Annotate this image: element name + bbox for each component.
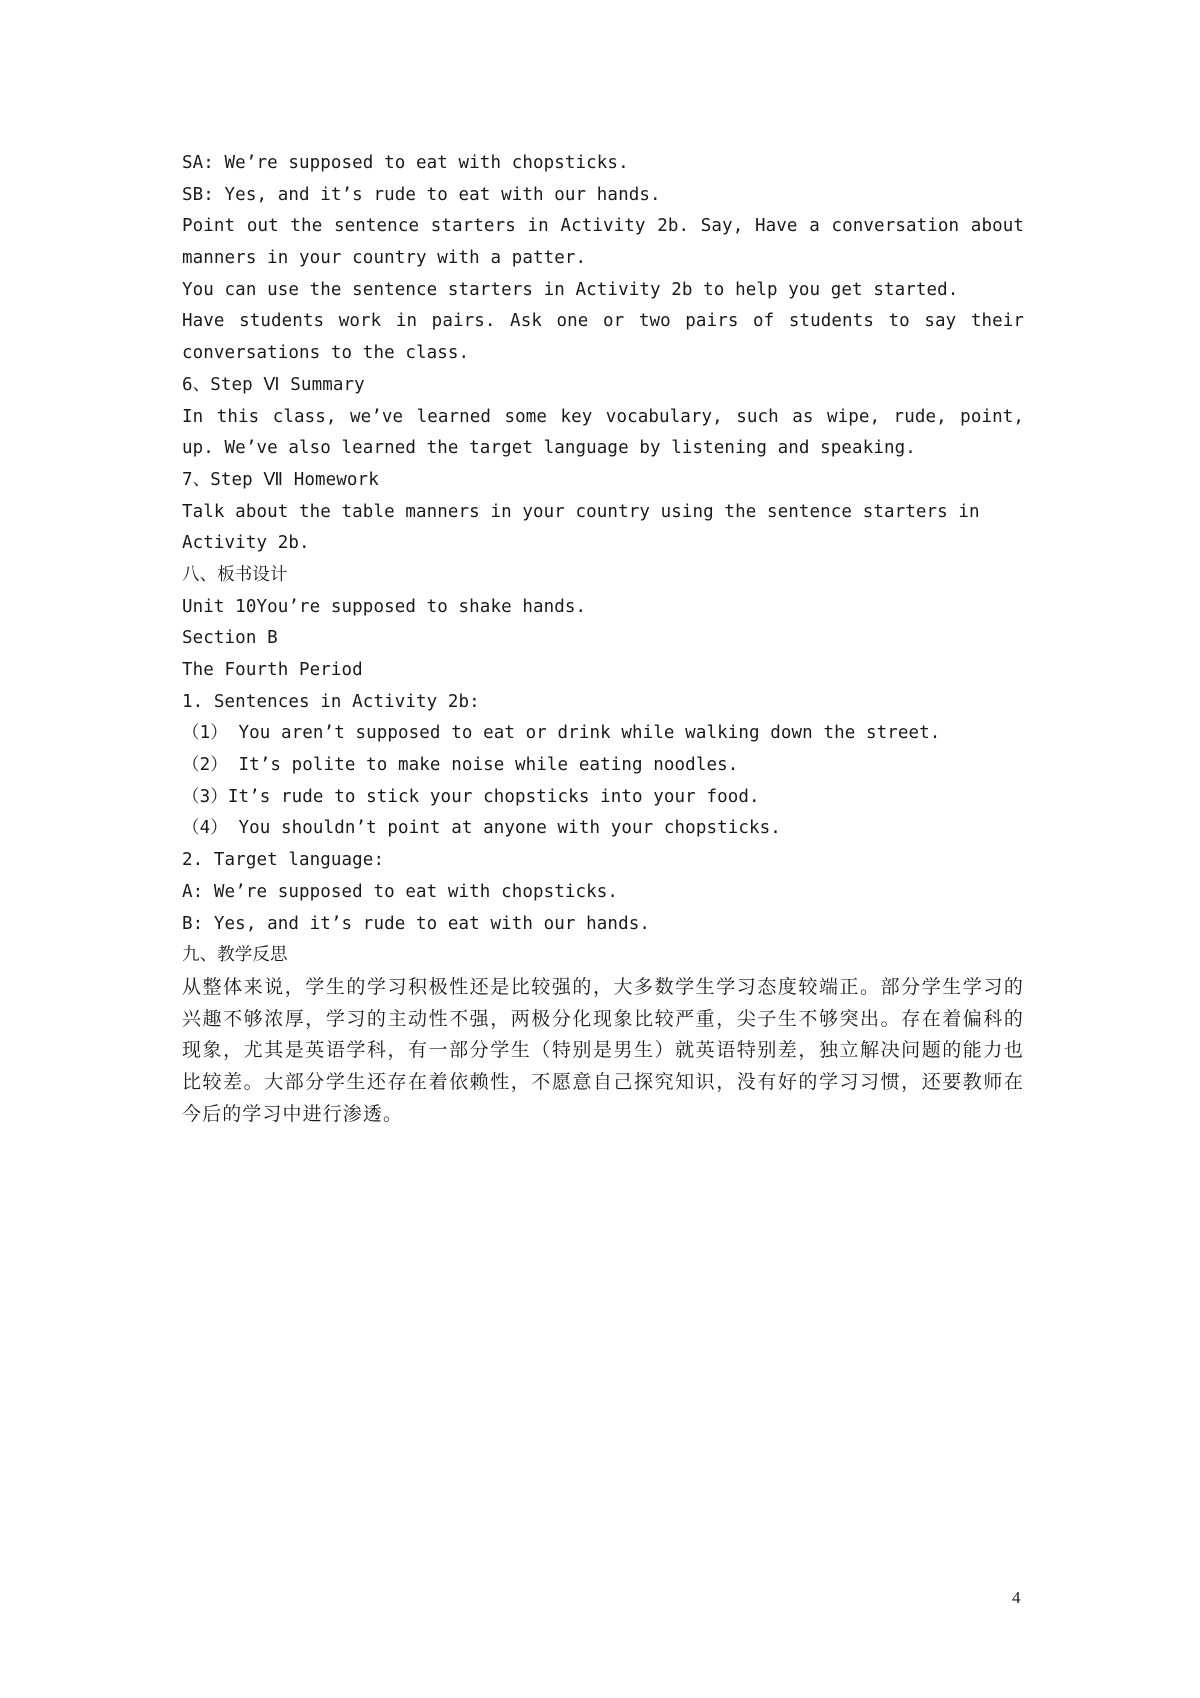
text-line: Have students work in pairs. Ask one or two pairs of students to say their [182,311,1024,332]
text-line: （3）It’s rude to stick your chopsticks into your food. [182,786,760,807]
text-line: （1） You aren’t supposed to eat or drink while walking down the street. [182,723,941,744]
text-line: 2. Target language: [182,850,385,871]
text-line: The Fourth Period [182,660,363,680]
text-line: Point out the sentence starters in Activity 2b. Say, Have a conversation about [182,216,1024,237]
reflection-paragraph: 从整体来说，学生的学习积极性还是比较强的，大多数学生学习态度较端正。部分学生学习的兴趣不够浓厚，学习的主动性不强，两极分化现象比较严重，尖子生不够突出。存在着偏科的现象，尤其是英语学科，有一部分学生（特别是男生）就英语特别差，独立解决问题的能力也比较差。大部分学生还存在着依赖性，不愿意自己探究知识，没有好的学习习惯，还要教师在今后的学习中进行渗透。 [182,975,1024,1125]
text-line: B: Yes, and it’s rude to eat with our hands. [182,913,650,934]
text-line: A: We’re supposed to eat with chopsticks. [182,881,619,902]
text-line: SB: Yes, and it’s rude to eat with our hands. [182,184,661,205]
text-line: 1. Sentences in Activity 2b: [182,691,480,712]
page-number: 4 [1012,1588,1021,1607]
text-line: conversations to the class. [182,343,470,364]
text-line: up. We’ve also learned the target language by listening and speaking. [182,438,916,459]
document-body [182,148,1024,1130]
text-line: You can use the sentence starters in Activity 2b to help you get started. [182,279,959,300]
text-line: Section B [182,628,278,649]
text-line: In this class, we’ve learned some key vocabulary, such as wipe, rude, point, [182,406,1024,427]
text-line: （4） You shouldn’t point at anyone with your chopsticks. [182,818,781,839]
text-line: manners in your country with a patter. [182,248,587,269]
text-line: 九、教学反思 [182,945,288,966]
text-line: （2） It’s polite to make noise while eating noodles. [182,755,739,776]
text-lines [182,148,1024,972]
text-line: Activity 2b. [182,533,310,554]
text-line: 八、板书设计 [182,564,288,585]
text-line: Unit 10You’re supposed to shake hands. [182,596,587,617]
text-line: SA: We’re supposed to eat with chopsticks. [182,153,629,173]
text-line: Talk about the table manners in your country using the sentence starters in [182,501,980,522]
text-line: 7、Step Ⅶ Homework [182,469,379,490]
text-line: 6、Step Ⅵ Summary [182,374,365,395]
